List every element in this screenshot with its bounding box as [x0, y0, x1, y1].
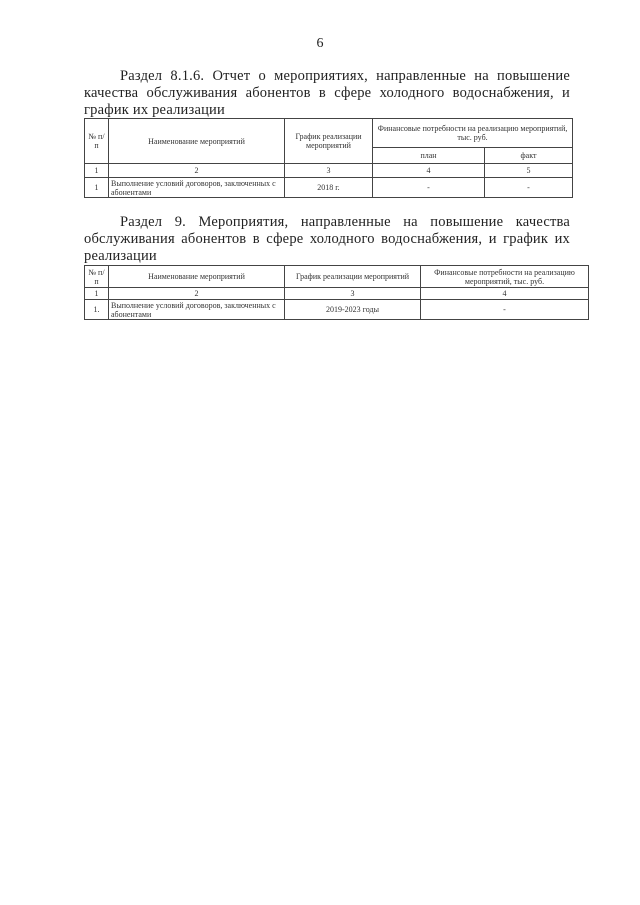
table-index-row — [85, 288, 589, 300]
index-cell: 3 — [285, 164, 373, 178]
row-cell: - — [373, 178, 485, 198]
index-cell: 1 — [85, 164, 109, 178]
header-finance: Финансовые потребности на реализацию мероприятий, тыс. руб. — [421, 266, 589, 288]
header-schedule: График реализации мероприятий — [285, 266, 421, 288]
header-plan: план — [373, 148, 485, 164]
header-name: Наименование мероприятий — [109, 266, 285, 288]
index-cell: 2 — [109, 164, 285, 178]
header-finance: Финансовые потребности на реализацию мероприятий, тыс. руб. — [373, 119, 573, 148]
row-cell: Выполнение условий договоров, заключенных с абонентами — [109, 178, 285, 198]
row-cell: 1 — [85, 178, 109, 198]
section-9-heading — [84, 214, 570, 265]
header-name: Наименование мероприятий — [109, 119, 285, 164]
index-cell: 4 — [421, 288, 589, 300]
header-fact: факт — [485, 148, 573, 164]
table-row — [85, 300, 589, 320]
row-cell: 2018 г. — [285, 178, 373, 198]
table-row — [85, 178, 573, 198]
row-cell: 2019-2023 годы — [285, 300, 421, 320]
header-num: № п/п — [85, 266, 109, 288]
index-cell: 4 — [373, 164, 485, 178]
index-cell: 5 — [485, 164, 573, 178]
section-8-1-6-table — [84, 118, 573, 198]
row-cell: - — [485, 178, 573, 198]
section-9-title: Раздел 9. Мероприятия, направленные на повышение качества обслуживания абонентов в сфере холодного водоснабжения, и график их реализации — [84, 214, 570, 264]
header-schedule: График реализации мероприятий — [285, 119, 373, 164]
row-cell: Выполнение условий договоров, заключенных с абонентами — [109, 300, 285, 320]
section-8-1-6-title: Раздел 8.1.6. Отчет о мероприятиях, направленные на повышение качества обслуживания абонентов в сфере холодного водоснабжения, и график их реализации — [84, 68, 570, 118]
index-cell: 2 — [109, 288, 285, 300]
table-header-row — [85, 119, 573, 148]
header-num: № п/п — [85, 119, 109, 164]
row-cell: 1. — [85, 300, 109, 320]
table-header-row — [85, 266, 589, 288]
index-cell: 1 — [85, 288, 109, 300]
section-9-table — [84, 265, 589, 320]
row-cell: - — [421, 300, 589, 320]
page-number: 6 — [316, 36, 324, 51]
table-index-row — [85, 164, 573, 178]
index-cell: 3 — [285, 288, 421, 300]
section-8-1-6-heading — [84, 68, 570, 119]
